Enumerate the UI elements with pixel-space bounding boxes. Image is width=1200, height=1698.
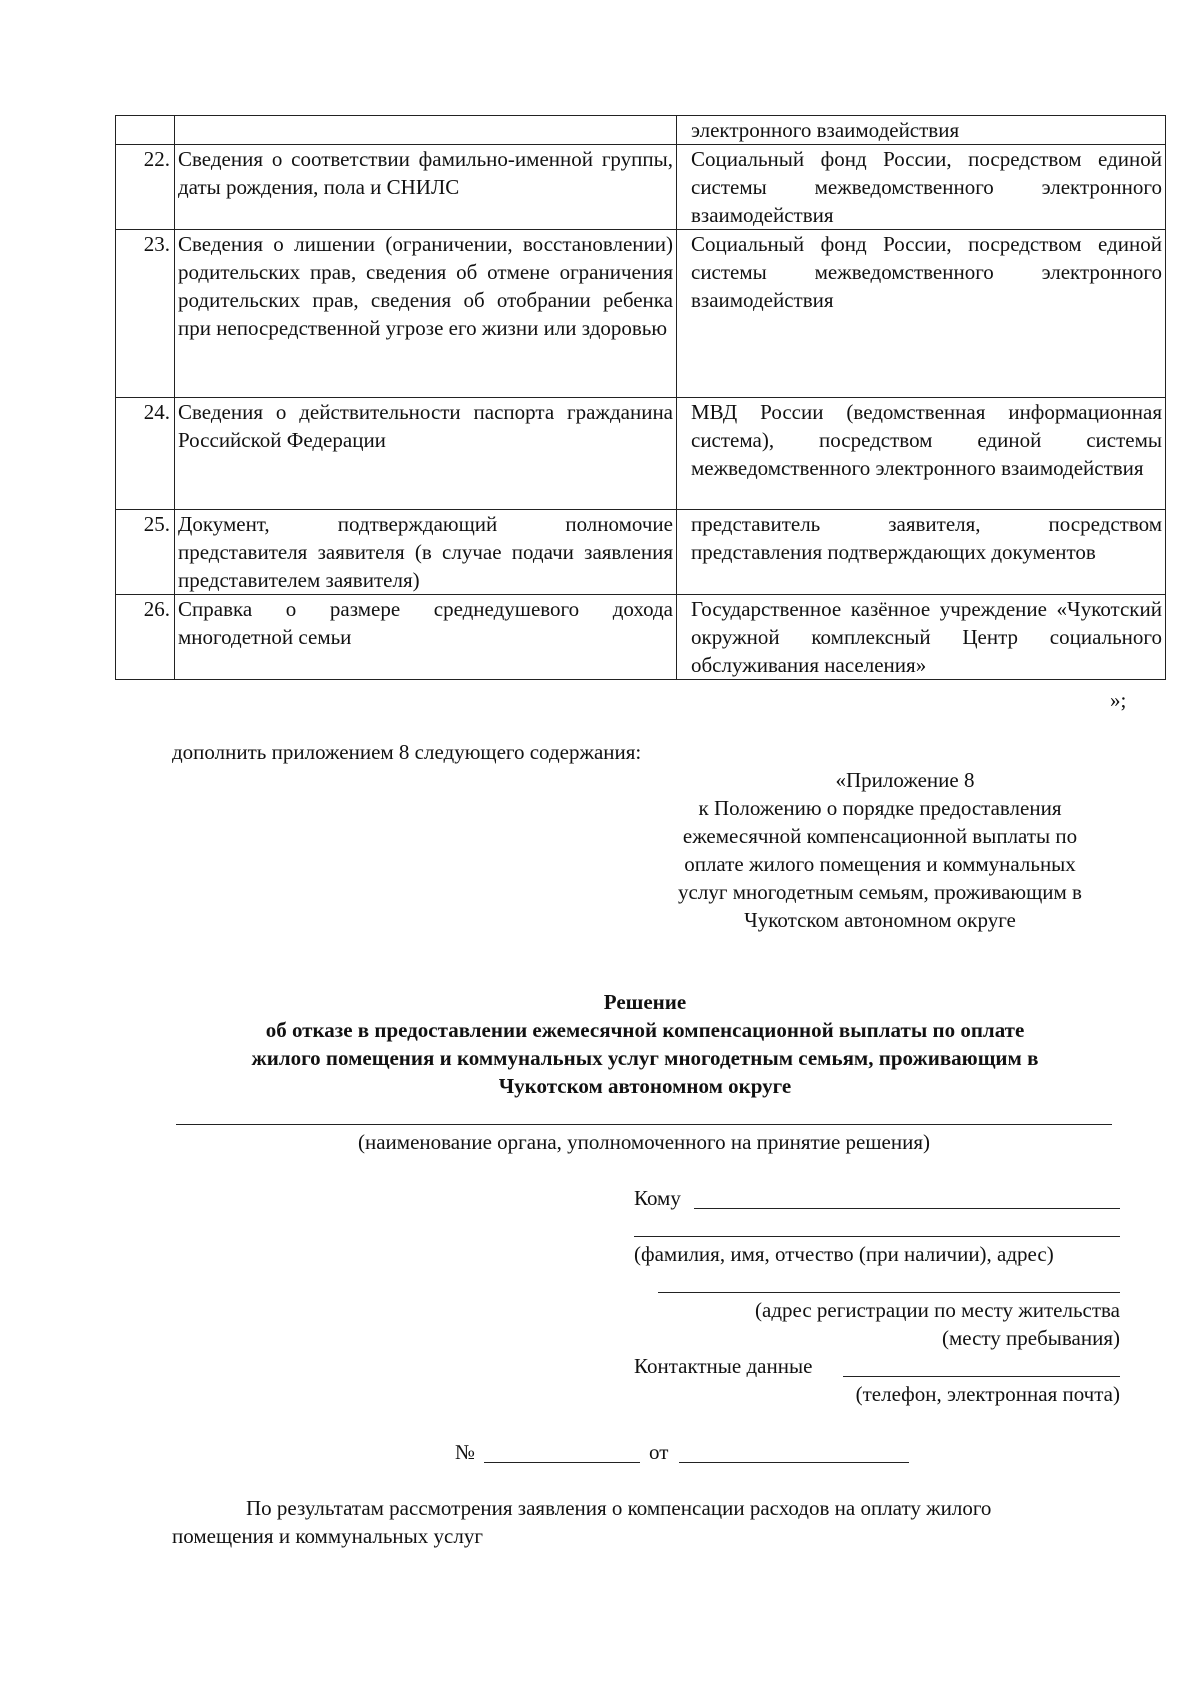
name-caption: (фамилия, имя, отчество (при наличии), адрес) — [634, 1242, 1054, 1266]
appendix-title: «Приложение 8 — [835, 768, 975, 792]
table-row — [116, 595, 1166, 680]
number-line — [484, 1462, 640, 1463]
table-row — [116, 145, 1166, 230]
table-row — [116, 116, 1166, 145]
document-source: Социальный фонд России, посредством единой системы межведомственного электронного взаимодействия — [677, 145, 1166, 230]
document-source: МВД России (ведомственная информационная система), посредством единой системы межведомственного электронного взаимодействия — [677, 398, 1166, 510]
document-name: Сведения о действительности паспорта гражданина Российской Федерации — [175, 398, 677, 510]
row-number: 24. — [116, 398, 175, 510]
decision-subtitle-line: жилого помещения и коммунальных услуг многодетным семьям, проживающим в — [251, 1046, 1039, 1070]
table-row — [116, 398, 1166, 510]
appendix-line: ежемесячной компенсационной выплаты по — [682, 824, 1078, 848]
body-text-line: помещения и коммунальных услуг — [172, 1524, 483, 1548]
address-caption-1: (адрес регистрации по месту жительства — [755, 1298, 1120, 1322]
decision-header — [100, 988, 1190, 1100]
row-number: 26. — [116, 595, 175, 680]
document-name — [175, 116, 677, 145]
appendix-line: к Положению о порядке предоставления — [698, 796, 1062, 820]
appendix-line: оплате жилого помещения и коммунальных — [684, 852, 1076, 876]
contacts-label: Контактные данные — [634, 1354, 813, 1378]
date-label: от — [649, 1440, 669, 1464]
document-name: Сведения о соответствии фамильно-именной группы, даты рождения, пола и СНИЛС — [175, 145, 677, 230]
org-name-line — [176, 1124, 1112, 1125]
table-row — [116, 510, 1166, 595]
document-source: электронного взаимодействия — [677, 116, 1166, 145]
row-number: 22. — [116, 145, 175, 230]
table-closing-quote: »; — [1110, 688, 1127, 712]
appendix-header — [620, 766, 1140, 934]
row-number: 25. — [116, 510, 175, 595]
name-line — [634, 1236, 1120, 1237]
contacts-line — [843, 1376, 1120, 1377]
decision-subtitle-line: Чукотском автономном округе — [498, 1074, 792, 1098]
decision-title: Решение — [603, 990, 687, 1014]
document-name: Сведения о лишении (ограничении, восстановлении) родительских прав, сведения об отмене ограничения родительских прав, сведения об отобрании ребенка при непосредственной угрозе его жизни или здоровью — [175, 230, 677, 398]
appendix-line: Чукотском автономном округе — [744, 908, 1016, 932]
document-name: Справка о размере среднедушевого дохода многодетной семьи — [175, 595, 677, 680]
appendix-line: услуг многодетным семьям, проживающим в — [678, 880, 1082, 904]
decision-subtitle-line: об отказе в предоставлении ежемесячной компенсационной выплаты по оплате — [265, 1018, 1025, 1042]
org-caption: (наименование органа, уполномоченного на принятие решения) — [358, 1130, 930, 1154]
address-line — [658, 1292, 1120, 1293]
document-source: Государственное казённое учреждение «Чукотский окружной комплексный Центр социального обслуживания населения» — [677, 595, 1166, 680]
number-label: № — [455, 1440, 476, 1464]
to-label: Кому — [634, 1186, 681, 1210]
document-source: Социальный фонд России, посредством единой системы межведомственного электронного взаимодействия — [677, 230, 1166, 398]
contacts-caption: (телефон, электронная почта) — [855, 1382, 1120, 1406]
intro-text: дополнить приложением 8 следующего содержания: — [172, 740, 642, 764]
document-source: представитель заявителя, посредством представления подтверждающих документов — [677, 510, 1166, 595]
to-line — [694, 1208, 1120, 1209]
address-caption-2: (месту пребывания) — [941, 1326, 1120, 1350]
date-line — [679, 1462, 909, 1463]
document-name: Документ, подтверждающий полномочие представителя заявителя (в случае подачи заявления представителем заявителя) — [175, 510, 677, 595]
row-number: 23. — [116, 230, 175, 398]
row-number — [116, 116, 175, 145]
body-text-line: По результатам рассмотрения заявления о компенсации расходов на оплату жилого — [246, 1496, 992, 1520]
table-row — [116, 230, 1166, 398]
documents-table — [115, 115, 1166, 680]
